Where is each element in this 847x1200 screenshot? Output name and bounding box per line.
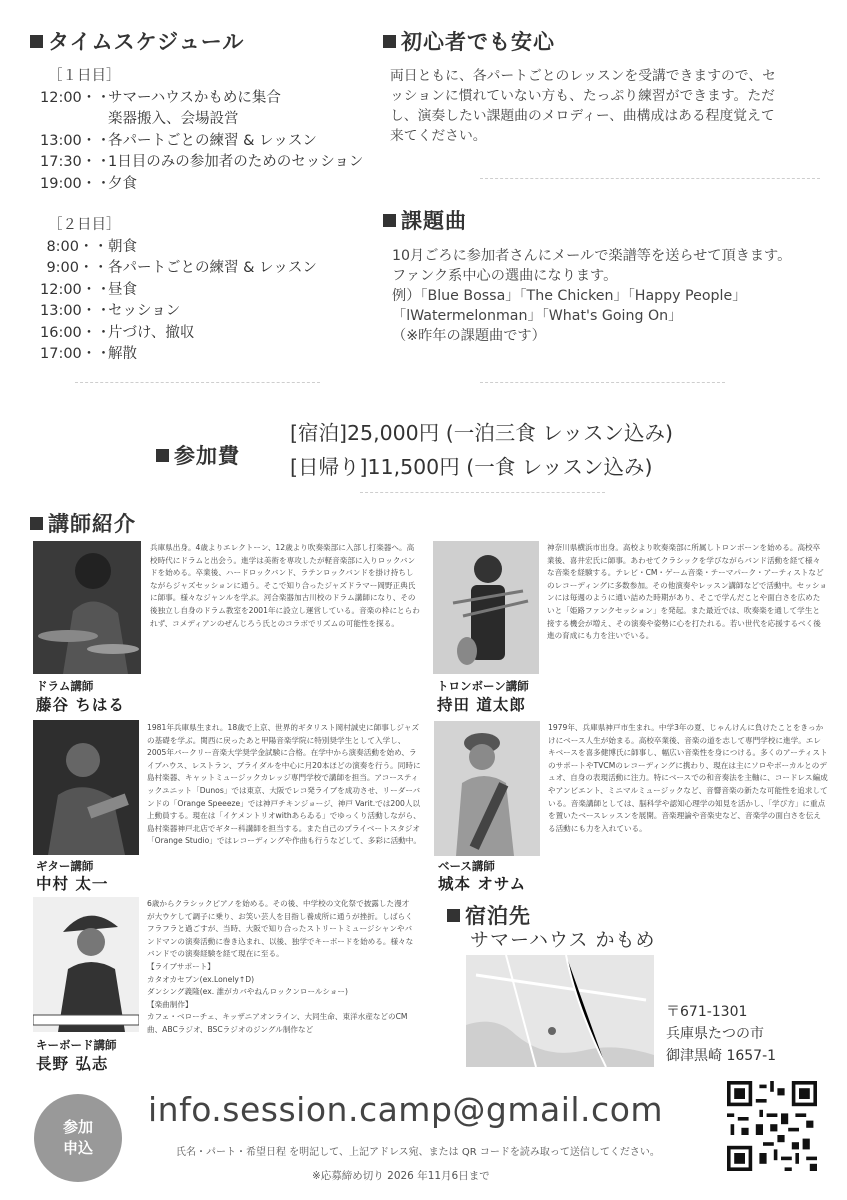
apply-instruction: 氏名・パート・希望日程 を明記して、上記アドレス宛、または QR コードを読み取って送信してください。 <box>176 1147 660 1158</box>
day2-label: ［２日目］ <box>48 217 121 233</box>
support-item: カタオカセブン(ex.Lonely↑D) <box>147 974 255 984</box>
drum-instructor-role: ドラム講師 <box>36 679 94 693</box>
map-illustration-icon <box>466 955 654 1067</box>
venue-address <box>666 1001 776 1067</box>
square-bullet-icon <box>30 35 43 48</box>
venue-addr2: 御津黒崎 1657-1 <box>666 1048 777 1064</box>
apply-badge-line1: 参加 <box>62 1118 93 1136</box>
schedule-row: 17:00・・解散 <box>40 346 137 362</box>
support-label: 【ライブサポート】 <box>147 961 215 971</box>
text-line: ッションに慣れていない方も、たっぷり練習ができます。ただ <box>390 88 775 104</box>
keyboard-instructor-role: キーボード講師 <box>36 1038 117 1052</box>
schedule-row: 13:00・・各パートごとの練習 & レッスン <box>40 132 317 149</box>
keyboard-instructor-name: 長野 弘志 <box>36 1055 109 1073</box>
songs-text <box>392 246 832 346</box>
schedule-row: 17:30・・1日目のみの参加者のためのセッション <box>40 154 364 170</box>
text-line: 来てください。 <box>390 128 487 144</box>
songs-title: 課題曲 <box>383 205 467 235</box>
drum-instructor-name: 藤谷 ちはる <box>36 696 125 714</box>
schedule-row: 楽器搬入、会場設営 <box>108 111 239 127</box>
guitar-instructor-bio: 1981年兵庫県生まれ。18歳で上京、世界的ギタリスト岡村誠史に師事しジャズの基礎を学ぶ。関西に戻ったあと甲陽音楽学院に特別奨学生として入学し、2005年バークリー音楽大学奨学金試験に合格。在学中から演奏活動を始め、ライブハウス、レストラン、ブライダルを中心に月20本ほどの演奏を行う。同時に島村楽器、キャットミュージックカレッジ専門学校で講師を担当。アコースティックユニット「Dunos」では東京、大阪でレコ発ライブを成功させ、リーダーバンドの「Orange Speeeze」では神戸チキンジョージ、神戸 Varit.では200人以上動員する。現在は「イケメントリオwithあらゐる」でゆっくり活動しながら、島村楽器神戸北店でギター科講師を担当する。また自己のプライベートスタジオ「Orange Studio」ではレコーディングや作曲も行うなどして、多彩に活動中。 <box>147 723 421 846</box>
decorative-divider <box>360 492 605 503</box>
fee-title: 参加費 <box>156 440 240 470</box>
drum-instructor-bio: 兵庫県出身。4歳よりエレクトーン、12歳より吹奏楽部に入部し打楽器へ。高校時代にドラムと出会う。進学は美術を専攻したが軽音楽部に入りロックバンドを始める。卒業後、ハードロックバンド、ラテンロックバンドを掛け持ちしながらジャズセッションに通う。そこで知り合ったジャズドラマー岡野正典氏に師事。様々なジャンルを学ぶ。河合楽器加古川校のドラム講師になり、その後独立し自身のドラム教室を2001年に設立し運営している。音楽の枠にとらわれず、コメディアンのぜんじろう氏とのコラボでリズムの可能性を探る。 <box>150 543 420 628</box>
apply-badge <box>34 1094 122 1182</box>
keyboard-bio-text: 6歳からクラシックピアノを始める。その後、中学校の文化祭で披露した漫才が大ウケして調子に乗り、お笑い芸人を目指し養成所に通うが挫折。しばらくフラフラと過ごすが、当時、大阪で知り合ったストリートミュージシャンやバンドマンの演奏活動に巻き込まれ、以後、独学でキーボードを始める。様々なバンドでの演奏経験を経て現在に至る。 <box>147 899 414 959</box>
square-bullet-icon <box>383 35 396 48</box>
text-line: （※昨年の課題曲です） <box>392 328 546 344</box>
apply-deadline: ※応募締め切り 2026 年11月6日まで <box>312 1170 490 1182</box>
schedule-list <box>40 66 370 366</box>
keyboard-instructor-bio <box>147 898 415 1037</box>
beginner-title: 初心者でも安心 <box>383 26 555 56</box>
keyboard-instructor-photo <box>33 897 139 1032</box>
square-bullet-icon <box>383 214 396 227</box>
bass-instructor-bio: 1979年、兵庫県神戸市生まれ。中学3年の夏、じゃんけんに負けたことをきっかけにベース人生が始まる。高校卒業後、音楽の道を志して専門学校に進学。エレキベースを喜多健博氏に師事し、幅広い音楽性を身につける。多くのアーティストのサポートやTVCMのレコーディングに携わり、現在は主にソロやボーカルとのデュオ、自身の表現活動に注力。特にベースでの和音奏法を主軸に、コードレス編成やアンビエント、ミニマルミュージックなど、音響音楽の新たな可能性を追求している。音楽講師としては、脳科学や認知心理学の知見を活かし、「学び方」に重点を置いたベースレッスンを展開。音楽理論や音楽史など、音楽学の面白さを伝える活動にも力を入れている。 <box>548 723 828 833</box>
apply-email[interactable]: info.session.camp@gmail.com <box>148 1090 664 1129</box>
guitar-instructor-name: 中村 太一 <box>36 875 109 893</box>
bass-instructor-photo <box>434 721 540 856</box>
support-item: ダンシング義隆(ex. 誰がカバやねんロックンロールショー) <box>147 987 348 997</box>
trombone-instructor-photo <box>433 541 539 674</box>
venue-zip: 〒671-1301 <box>666 1004 748 1020</box>
decorative-divider <box>75 382 320 393</box>
music-text: カフェ・ベローチェ、キッザニアオンライン、大同生命、東洋水産などのCM曲、ABCラジオ、BSCラジオのジングル制作など <box>147 1012 408 1034</box>
schedule-row: 9:00・・各パートごとの練習 & レッスン <box>46 260 317 276</box>
schedule-row: 13:00・・セッション <box>40 303 181 319</box>
drum-instructor-photo <box>33 541 141 674</box>
venue-addr1: 兵庫県たつの市 <box>666 1026 764 1042</box>
trombonist-illustration-icon <box>433 541 539 674</box>
venue-name: サマーハウス かもめ <box>470 929 656 951</box>
schedule-row: 19:00・・夕食 <box>40 175 137 192</box>
instructors-title: 講師紹介 <box>30 508 136 538</box>
venue-map <box>466 955 654 1067</box>
text-line: し、演奏したい課題曲のメロディー、曲構成はある程度覚えて <box>390 108 775 124</box>
qr-code-icon <box>727 1081 817 1171</box>
venue-title: 宿泊先 <box>447 900 531 930</box>
text-line: 10月ごろに参加者さんにメールで楽譜等を送らせて頂きます。 <box>392 248 792 264</box>
text-line: 「lWatermelonman」「What's Going On」 <box>392 308 683 324</box>
schedule-row: 12:00・・サマーハウスかもめに集合 <box>40 89 281 106</box>
guitar-instructor-role: ギター講師 <box>36 859 94 873</box>
square-bullet-icon <box>447 909 460 922</box>
beginner-text <box>390 66 810 146</box>
square-bullet-icon <box>30 517 43 530</box>
guitarist-illustration-icon <box>33 720 139 855</box>
fee-stay: [宿泊]25,000円 (一泊三食 レッスン込み) <box>290 421 674 445</box>
music-label: 【楽曲制作】 <box>147 999 193 1009</box>
drummer-illustration-icon <box>33 541 141 674</box>
decorative-divider <box>480 382 725 393</box>
schedule-row: 8:00・・朝食 <box>46 238 137 255</box>
apply-badge-line2: 申込 <box>62 1139 93 1157</box>
bassist-illustration-icon <box>434 721 540 856</box>
qr-code[interactable] <box>727 1081 817 1171</box>
guitar-instructor-photo <box>33 720 139 855</box>
schedule-row: 16:00・・片づけ、撤収 <box>40 324 195 341</box>
schedule-row: 12:00・・昼食 <box>40 281 137 298</box>
trombone-instructor-role: トロンボーン講師 <box>437 679 529 693</box>
text-line: ファンク系中心の選曲になります。 <box>392 268 618 284</box>
decorative-divider <box>480 178 820 189</box>
day1-label: ［１日目］ <box>48 68 121 84</box>
square-bullet-icon <box>156 449 169 462</box>
text-line: 両日ともに、各パートごとのレッスンを受講できますので、セ <box>390 68 776 84</box>
text-line: 例）「Blue Bossa」「The Chicken」「Happy People」 <box>392 288 747 304</box>
bass-instructor-name: 城本 オサム <box>438 875 527 893</box>
trombone-instructor-bio: 神奈川県横浜市出身。高校より吹奏楽部に所属しトロンボーンを始める。高校卒業後、喜井宏氏に師事。あわせてクラシックを学びながらバンド活動を経て様々な音楽を経験する。テレビ・CM・ゲーム音楽・テーマパーク・アーティストなどのレコーディングに多数参加。その他演奏やレッスン講師などで活動中。セッションには毎週のように通い詰めた時期があり、そこで学んだことや面白さを広めたいと「姫路ファンクセッション」を発起。また最近では、吹奏楽を通して学生と接する機会が増え、その演奏や姿勢に心を打たれる。若い世代を応援するべく後進の育成にも力を注いでいる。 <box>547 543 827 641</box>
keyboardist-illustration-icon <box>33 897 139 1032</box>
schedule-title: タイムスケジュール <box>30 26 244 56</box>
fee-day: [日帰り]11,500円 (一食 レッスン込み) <box>290 455 653 479</box>
bass-instructor-role: ベース講師 <box>438 859 495 873</box>
trombone-instructor-name: 持田 道太郎 <box>437 696 526 714</box>
